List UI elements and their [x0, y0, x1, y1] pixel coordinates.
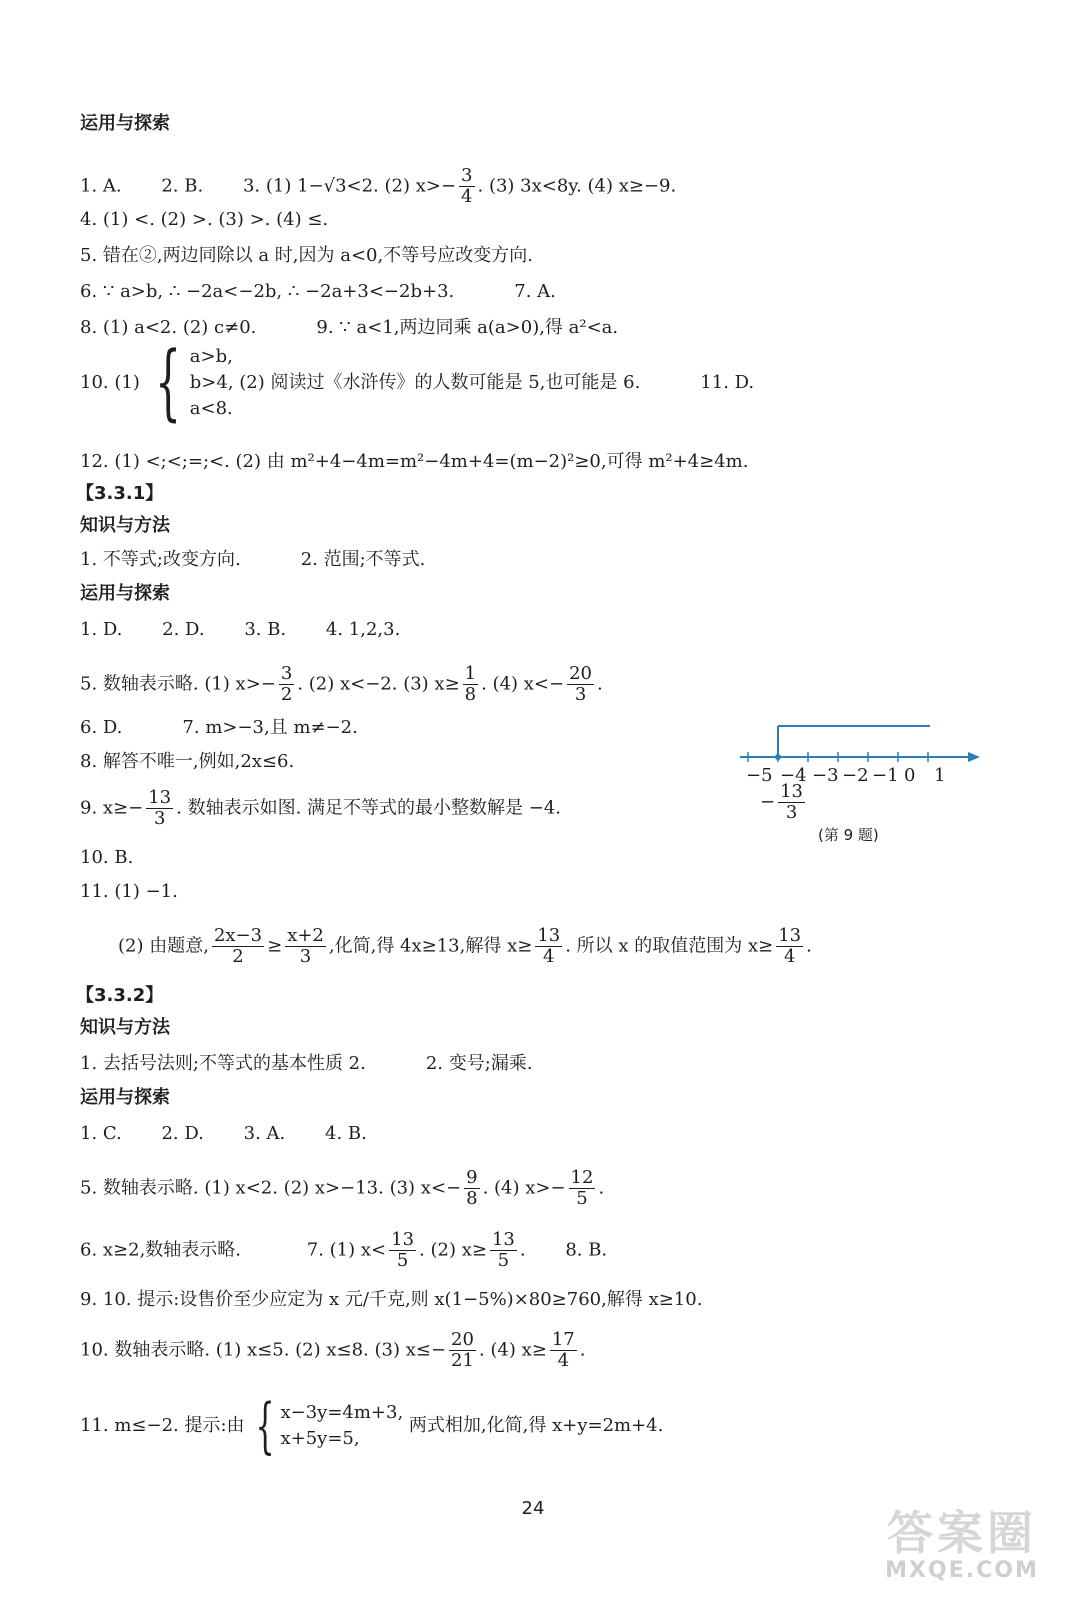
answer-1: 1. A.: [80, 175, 122, 197]
answer-line-5: 5. 错在②,两边同除以 a 时,因为 a<0,不等号应改变方向.: [80, 245, 533, 266]
tick-label: −4: [780, 765, 807, 786]
subsection-heading: 知识与方法: [80, 1017, 170, 1038]
tick-label: 1: [934, 765, 946, 786]
answer-9: 9. ∵ a<1,两边同乘 a(a>0),得 a²<a.: [316, 317, 619, 338]
subsection-heading: 运用与探索: [80, 1087, 170, 1108]
answer-7: 7. A.: [514, 281, 556, 302]
subsection-heading: 运用与探索: [80, 583, 170, 604]
answer-line-6-7: 6. D. 7. m>−3,且 m≠−2.: [80, 717, 358, 738]
answer-line-11: 11. m≤−2. 提示:由 { x−3y=4m+3, x+5y=5, 两式相加,化简,得 x+y=2m+4.: [80, 1391, 664, 1461]
answer-6: 6. ∵ a>b, ∴ −2a<−2b, ∴ −2a+3<−2b+3.: [80, 281, 455, 302]
answer-2: 2. B.: [161, 175, 204, 197]
answer-11: 11. D.: [700, 372, 755, 393]
answer-line-9: 9. x≥− $\frac{13}{3}$ . 数轴表示如图. 满足不等式的最小整数解是 −4.: [80, 787, 561, 829]
answer-line-1: [80, 166, 676, 207]
answer-line-4: 4. (1) <. (2) >. (3) >. (4) ≤.: [80, 209, 329, 230]
tick-label: −2: [842, 765, 869, 786]
subsection-heading: 知识与方法: [80, 515, 170, 536]
answer-line-11-2: (2) 由题意, $\frac{2x-3}{2}$ ≥ $\frac{x+2}{3}$ ,化简,得 4x≥13,解得 x≥ $\frac{13}{4}$ . 所以 x 的取值范围为 x≥ $\frac{13}{4}$ .: [118, 925, 812, 967]
answer-8: 8. (1) a<2. (2) c≠0.: [80, 317, 257, 338]
page-number: 24: [521, 1498, 545, 1519]
answer-line-10: 10. 数轴表示略. (1) x≤5. (2) x≤8. (3) x≤− $\frac{20}{21}$ . (4) x≥ $\frac{17}{4}$ .: [80, 1329, 586, 1371]
answer-line-10: 10. B.: [80, 847, 134, 868]
equation-system: { x−3y=4m+3, x+5y=5,: [255, 1391, 404, 1461]
knowledge-line: 1. 不等式;改变方向. 2. 范围;不等式.: [80, 549, 426, 570]
watermark-logo: 答案圈 MXQE.COM: [885, 1506, 1039, 1583]
answer-line-1-4: 1. C. 2. D. 3. A. 4. B.: [80, 1123, 367, 1144]
tick-label: −1: [872, 765, 899, 786]
tick-label: 0: [904, 765, 916, 786]
section-label: 【3.3.1】: [76, 483, 164, 504]
knowledge-line: 1. 去括号法则;不等式的基本性质 2. 2. 变号;漏乘.: [80, 1053, 533, 1074]
answer-line-6: [80, 280, 556, 304]
answer-3-text: 3. (1) 1−√3<2. (2) x>−: [242, 175, 457, 197]
point-label: − $\frac{13}{3}$: [760, 781, 803, 823]
answer-line-11: 11. (1) −1.: [80, 881, 178, 902]
section-heading: 运用与探索: [80, 113, 170, 134]
inequality-system: { a>b, b>4, a<8.: [154, 335, 234, 430]
answer-line-10: [80, 335, 755, 430]
answer-10-label: 10. (1): [80, 372, 140, 393]
figure-caption: (第 9 题): [818, 826, 879, 844]
answer-3-tail: . (3) 3x<8y. (4) x≥−9.: [477, 175, 677, 197]
answer-line-8: 8. 解答不唯一,例如,2x≤6.: [80, 751, 295, 772]
answer-line-6-8: 6. x≥2,数轴表示略. 7. (1) x< $\frac{13}{5}$ . (2) x≥ $\frac{13}{5}$ . 8. B.: [80, 1229, 608, 1271]
answer-line-12: 12. (1) <;<;=;<. (2) 由 m²+4−4m=m²−4m+4=(m−2)²≥0,可得 m²+4≥4m.: [80, 451, 749, 472]
answer-10-text: (2) 阅读过《水浒传》的人数可能是 5,也可能是 6.: [239, 372, 641, 393]
answer-line-1-4: 1. D. 2. D. 3. B. 4. 1,2,3.: [80, 619, 401, 640]
section-label: 【3.3.2】: [76, 985, 164, 1006]
tick-label: −3: [812, 765, 839, 786]
answer-line-9: 9. 10. 提示:设售价至少应定为 x 元/千克,则 x(1−5%)×80≥760,解得 x≥10.: [80, 1289, 703, 1310]
answer-line-5: 5. 数轴表示略. (1) x>− $\frac{3}{2}$ . (2) x<−2. (3) x≥ $\frac{1}{8}$ . (4) x<− $\frac{20}{3}$ .: [80, 663, 603, 705]
fraction: $\frac{3}{4}$: [461, 165, 473, 207]
answer-line-5: 5. 数轴表示略. (1) x<2. (2) x>−13. (3) x<− $\frac{9}{8}$ . (4) x>− $\frac{12}{5}$ .: [80, 1167, 605, 1209]
tick-label: −5: [746, 765, 773, 786]
